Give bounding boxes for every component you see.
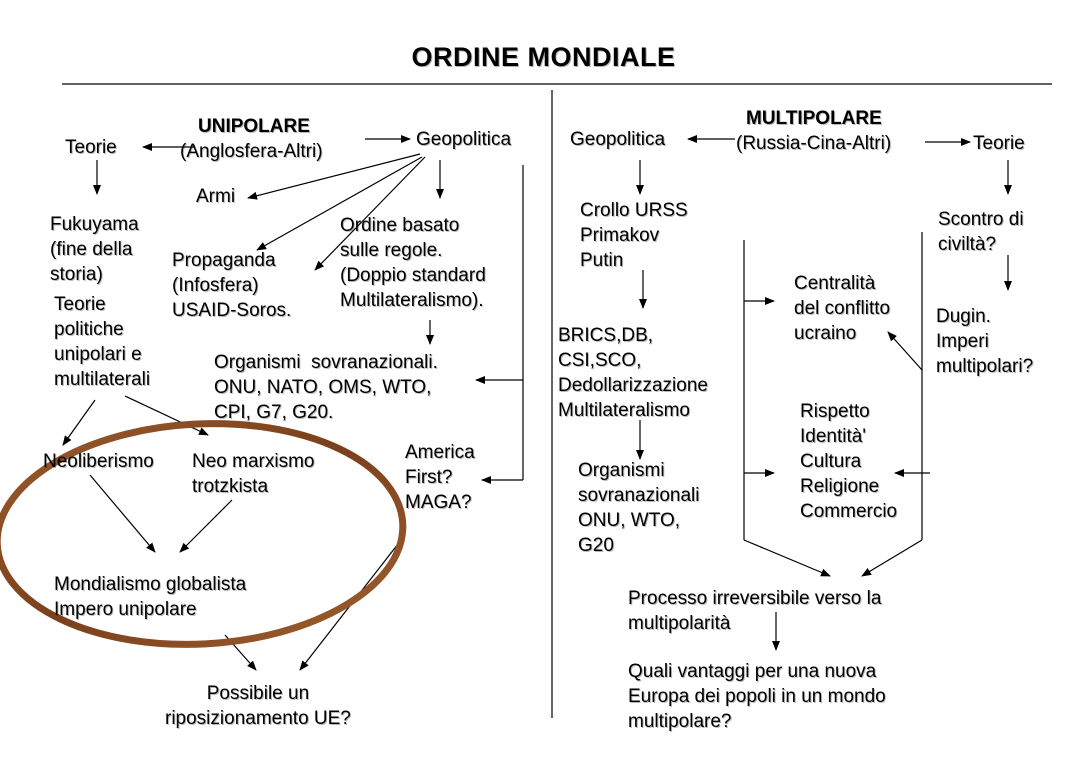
right-organismi: Organismi sovranazionali ONU, WTO, G20 (578, 460, 700, 556)
fukuyama: Fukuyama (fine della storia) (50, 214, 139, 285)
arrow-outer-centralita (888, 332, 922, 370)
arrow-neoliberismo-mondialismo (90, 475, 155, 552)
right-teorie: Teorie (973, 133, 1025, 154)
left-organismi: Organismi sovranazionali. ONU, NATO, OMS, WTO, CPI, G7, G20. (214, 352, 438, 423)
left-geopolitica: Geopolitica (416, 129, 512, 150)
possibile-ue: Possibile un riposizionamento UE? (165, 683, 351, 729)
mondialismo: Mondialismo globalista Impero unipolare (54, 574, 247, 620)
right-geopolitica: Geopolitica (570, 129, 666, 150)
arrow-neomarxismo-mondialismo (180, 500, 232, 552)
diagram-title: ORDINE MONDIALE (411, 42, 676, 72)
arrow-outer-processo (862, 540, 922, 576)
centralita-conflitto: Centralità del conflitto ucraino (794, 273, 891, 344)
ordine-regole: Ordine basato sulle regole. (Doppio standard Multilateralismo). (340, 215, 486, 311)
neo-marxismo: Neo marxismo trotzkista (192, 451, 315, 497)
scontro-civilta: Scontro di civiltà? (938, 209, 1024, 255)
america-first: America First? MAGA? (405, 442, 475, 513)
dugin: Dugin. Imperi multipolari? (936, 306, 1034, 377)
processo-irreversibile: Processo irreversibile verso la multipolarità (628, 588, 882, 634)
teorie-politiche: Teorie politiche unipolari e multilaterali (54, 294, 151, 390)
arrow-teorie-neoliberismo (63, 400, 95, 445)
rispetto-identita: Rispetto Identità' Cultura Religione Commercio (800, 401, 898, 522)
multipolare-heading: MULTIPOLARE (746, 108, 882, 129)
brics: BRICS,DB, CSI,SCO, Dedollarizzazione Multilateralismo (558, 325, 708, 421)
arrow-inner-processo (744, 540, 830, 576)
multipolare-subheading: (Russia-Cina-Altri) (736, 133, 892, 154)
neoliberismo: Neoliberismo (43, 451, 154, 472)
armi: Armi (196, 186, 236, 207)
unipolare-heading: UNIPOLARE (198, 116, 310, 137)
left-teorie: Teorie (65, 137, 117, 158)
quali-vantaggi: Quali vantaggi per una nuova Europa dei popoli in un mondo multipolare? (628, 661, 886, 732)
crollo-urss: Crollo URSS Primakov Putin (580, 200, 688, 271)
propaganda: Propaganda (Infosfera) USAID-Soros. (172, 250, 292, 321)
unipolare-subheading: (Anglosfera-Altri) (180, 141, 323, 162)
